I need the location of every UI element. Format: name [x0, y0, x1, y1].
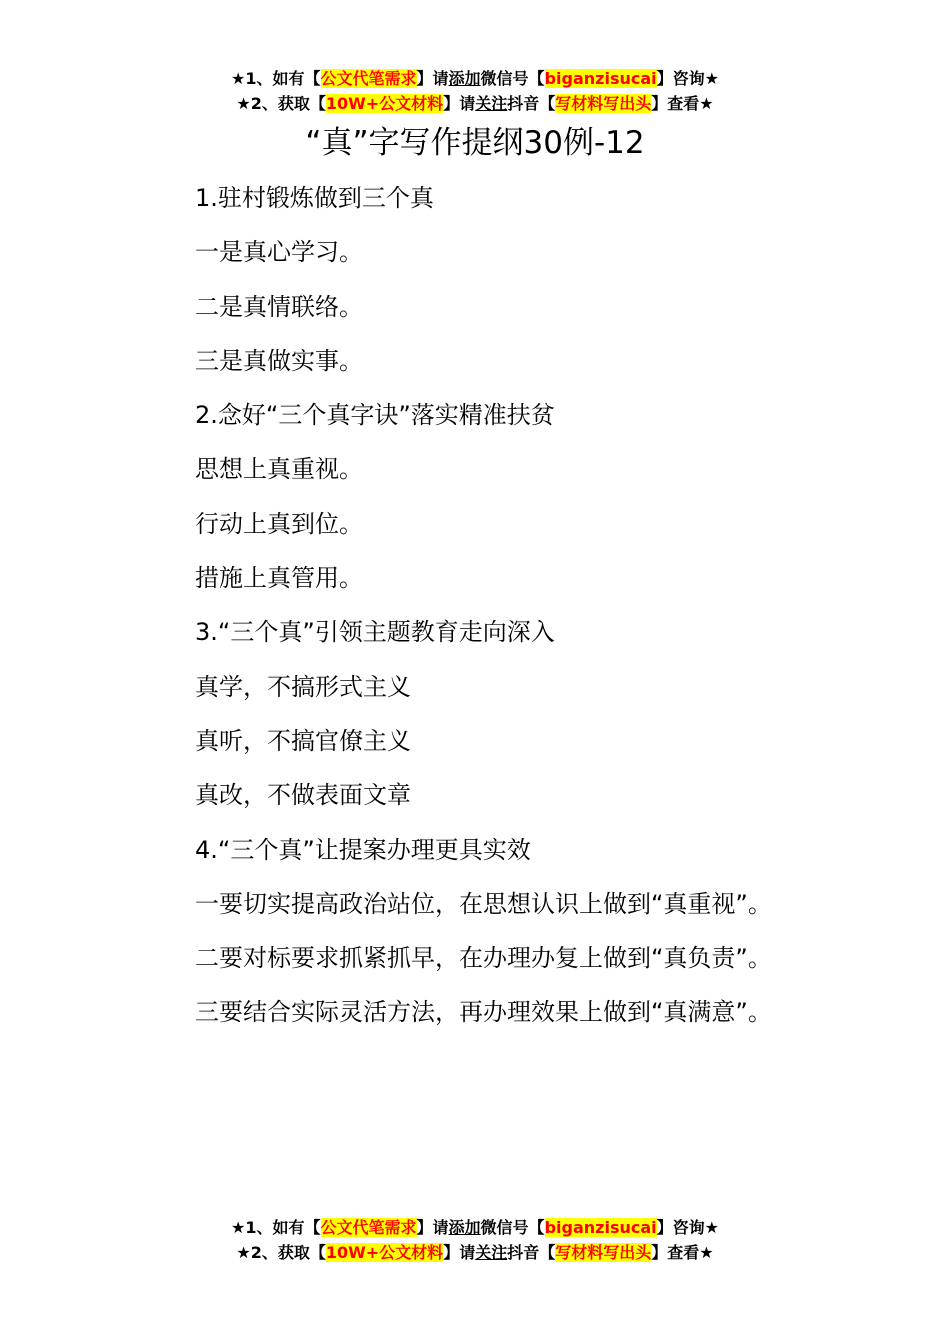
banner-line-1 — [0, 66, 950, 91]
banner-text: 】查看★ — [651, 94, 714, 113]
banner-text: 】请 — [416, 69, 449, 88]
paragraph: 三是真做实事。 — [195, 346, 363, 375]
footer-banner — [0, 1215, 950, 1265]
banner-text: 】请 — [416, 1218, 449, 1237]
banner-highlight: 写材料写出头 — [555, 1243, 652, 1262]
paragraph: 三要结合实际灵活方法，再办理效果上做到“真满意”。 — [195, 998, 772, 1027]
banner-underlined: 关注 — [475, 94, 508, 113]
banner-text: 抖音【 — [507, 94, 556, 113]
banner-highlight: biganzisucai — [544, 69, 657, 88]
banner-text: ★2、获取【 — [236, 94, 326, 113]
banner-text: 】咨询★ — [656, 1218, 719, 1237]
banner-text: ★2、获取【 — [236, 1243, 326, 1262]
banner-text: 】请 — [443, 1243, 476, 1262]
paragraph: 二要对标要求抓紧抓早，在办理办复上做到“真负责”。 — [195, 944, 772, 973]
paragraph: 1.驻村锻炼做到三个真 — [195, 184, 434, 212]
banner-text: 】查看★ — [651, 1243, 714, 1262]
banner-text: 微信号【 — [480, 69, 545, 88]
paragraph: 行动上真到位。 — [195, 509, 363, 538]
document-title: “真”字写作提纲30例-12 — [305, 125, 645, 161]
banner-highlight: 公文代笔需求 — [320, 69, 417, 88]
paragraph: 3.“三个真”引领主题教育走向深入 — [195, 618, 555, 647]
banner-text: 抖音【 — [507, 1243, 556, 1262]
banner-underlined: 添加 — [448, 69, 481, 88]
banner-highlight: biganzisucai — [544, 1218, 657, 1237]
paragraph: 一是真心学习。 — [195, 238, 363, 267]
document-body — [145, 175, 810, 1044]
banner-line-2 — [0, 91, 950, 116]
banner-underlined: 添加 — [448, 1218, 481, 1237]
banner-text: 】请 — [443, 94, 476, 113]
paragraph: 二是真情联络。 — [195, 292, 363, 321]
banner-text: 】咨询★ — [656, 69, 719, 88]
paragraph: 真学，不搞形式主义 — [195, 672, 411, 701]
paragraph: 真听，不搞官僚主义 — [195, 726, 411, 755]
banner-text: 微信号【 — [480, 1218, 545, 1237]
banner-highlight: 10W+公文材料 — [325, 94, 444, 113]
banner-underlined: 关注 — [475, 1243, 508, 1262]
paragraph: 思想上真重视。 — [195, 455, 363, 484]
header-banner — [0, 66, 950, 116]
banner-highlight: 写材料写出头 — [555, 94, 652, 113]
paragraph: 2.念好“三个真字诀”落实精准扶贫 — [195, 401, 555, 430]
banner-text: ★1、如有【 — [231, 1218, 321, 1237]
paragraph: 4.“三个真”让提案办理更具实效 — [195, 835, 531, 864]
paragraph: 措施上真管用。 — [195, 564, 363, 593]
paragraph: 真改，不做表面文章 — [195, 781, 411, 810]
banner-highlight: 公文代笔需求 — [320, 1218, 417, 1237]
banner-highlight: 10W+公文材料 — [325, 1243, 444, 1262]
banner-line-2 — [0, 1240, 950, 1265]
paragraph: 一要切实提高政治站位，在思想认识上做到“真重视”。 — [195, 889, 772, 918]
banner-line-1 — [0, 1215, 950, 1240]
banner-text: ★1、如有【 — [231, 69, 321, 88]
